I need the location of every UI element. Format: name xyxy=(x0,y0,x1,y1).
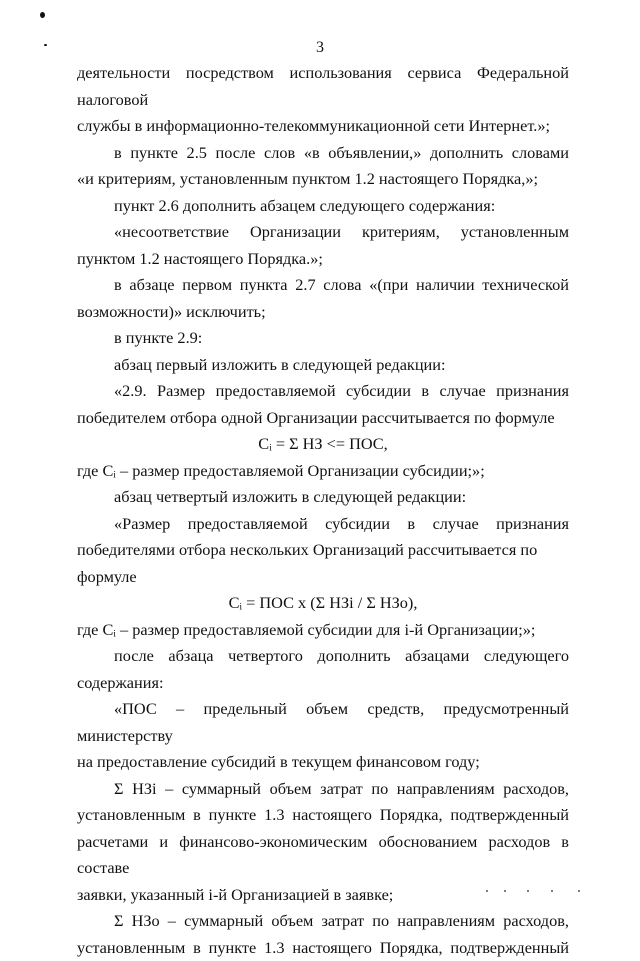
text-line: «и критериям, установленным пунктом 1.2 настоящего Порядка,»; xyxy=(77,166,569,193)
text-line: службы в информационно-телекоммуникационной сети Интернет.»; xyxy=(77,113,569,140)
text-line: пунктом 1.2 настоящего Порядка.»; xyxy=(77,246,569,273)
text-line: «несоответствие Организации критериям, установленным xyxy=(77,219,569,246)
text-line: где Cᵢ – размер предоставляемой субсидии для i-й Организации;»; xyxy=(77,617,569,644)
text-line: абзац четвертый изложить в следующей редакции: xyxy=(77,484,569,511)
text-line: установленным в пункте 1.3 настоящего Порядка, подтвержденный xyxy=(77,935,569,961)
text-line: на предоставление субсидий в текущем финансовом году; xyxy=(77,749,569,776)
formula: Cᵢ = Σ НЗ <= ПОС, xyxy=(77,431,569,458)
text-line: победителем отбора одной Организации рассчитывается по формуле xyxy=(77,405,569,432)
text-line: «2.9. Размер предоставляемой субсидии в случае признания xyxy=(77,378,569,405)
text-line: деятельности посредством использования сервиса Федеральной налоговой xyxy=(77,60,569,113)
scan-noise xyxy=(480,890,600,896)
text-line: Σ НЗо – суммарный объем затрат по направлениям расходов, xyxy=(77,908,569,935)
text-line: «Размер предоставляемой субсидии в случае признания xyxy=(77,511,569,538)
text-line: после абзаца четвертого дополнить абзацами следующего xyxy=(77,643,569,670)
text-line: абзац первый изложить в следующей редакции: xyxy=(77,352,569,379)
text-line: где Cᵢ – размер предоставляемой Организации субсидии;»; xyxy=(77,458,569,485)
text-line: в пункте 2.9: xyxy=(77,325,569,352)
text-line: возможности)» исключить; xyxy=(77,299,569,326)
text-line: в абзаце первом пункта 2.7 слова «(при наличии технической xyxy=(77,272,569,299)
text-line: в пункте 2.5 после слов «в объявлении,» дополнить словами xyxy=(77,140,569,167)
page-number: 3 xyxy=(0,40,640,56)
text-line: установленным в пункте 1.3 настоящего Порядка, подтвержденный xyxy=(77,802,569,829)
text-line: пункт 2.6 дополнить абзацем следующего содержания: xyxy=(77,193,569,220)
formula: Cᵢ = ПОС х (Σ НЗi / Σ НЗо), xyxy=(77,590,569,617)
text-line: расчетами и финансово-экономическим обоснованием расходов в составе xyxy=(77,829,569,882)
text-line: содержания: xyxy=(77,670,569,697)
text-line: «ПОС – предельный объем средств, предусмотренный министерству xyxy=(77,696,569,749)
text-line: Σ НЗi – суммарный объем затрат по направлениям расходов, xyxy=(77,776,569,803)
text-line: заявки, указанный i-й Организацией в заявке; xyxy=(77,882,569,909)
scan-mark xyxy=(40,12,45,18)
text-line: победителями отбора нескольких Организаций рассчитывается по формуле xyxy=(77,537,569,590)
document-body xyxy=(77,60,569,961)
